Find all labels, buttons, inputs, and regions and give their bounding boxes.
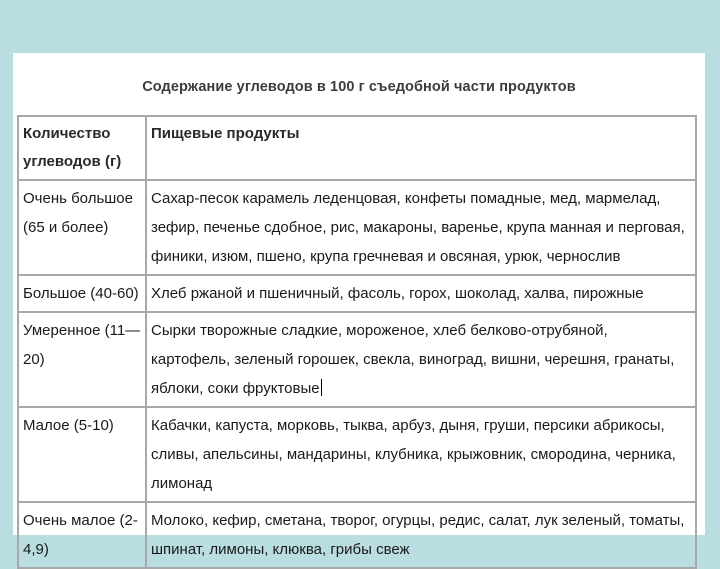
category-cell: Малое (5-10) [18,407,146,502]
products-cell: Молоко, кефир, сметана, творог, огурцы, редис, салат, лук зеленый, томаты, шпинат, лимоны, клюква, грибы свеж [146,502,696,568]
table-row [18,180,696,275]
table-row [18,312,696,407]
table-row [18,407,696,502]
products-cell: Сахар-песок карамель леденцовая, конфеты помадные, мед, мармелад, зефир, печенье сдобное, рис, макароны, варенье, крупа манная и перговая, финики, изюм, пшено, крупа гречневая и овсяная, урюк, чернослив [146,180,696,275]
products-cell-text: Сырки творожные сладкие, мороженое, хлеб белково-отрубяной, картофель, зеленый горошек, свекла, виноград, вишни, черешня, гранаты, яблоки, соки фруктовые [151,322,675,397]
table-row [18,502,696,568]
table-title: Содержание углеводов в 100 г съедобной части продуктов [142,79,576,95]
products-cell: Хлеб ржаной и пшеничный, фасоль, горох, шоколад, халва, пирожные [146,275,696,312]
table-header-row [18,116,696,180]
products-cell-editing[interactable] [146,312,696,407]
category-cell: Умеренное (11—20) [18,312,146,407]
category-cell: Большое (40-60) [18,275,146,312]
text-cursor [321,379,322,396]
table-row [18,275,696,312]
slide-page [13,53,705,558]
category-cell: Очень малое (2-4,9) [18,502,146,568]
header-carb-amount: Количество углеводов (г) [18,116,146,180]
products-cell: Кабачки, капуста, морковь, тыква, арбуз, дыня, груши, персики абрикосы, сливы, апельсины, мандарины, клубника, крыжовник, смородина, черника, лимонад [146,407,696,502]
category-cell: Очень большое (65 и более) [18,180,146,275]
header-food-products: Пищевые продукты [146,116,696,180]
carbohydrate-table [17,115,697,569]
